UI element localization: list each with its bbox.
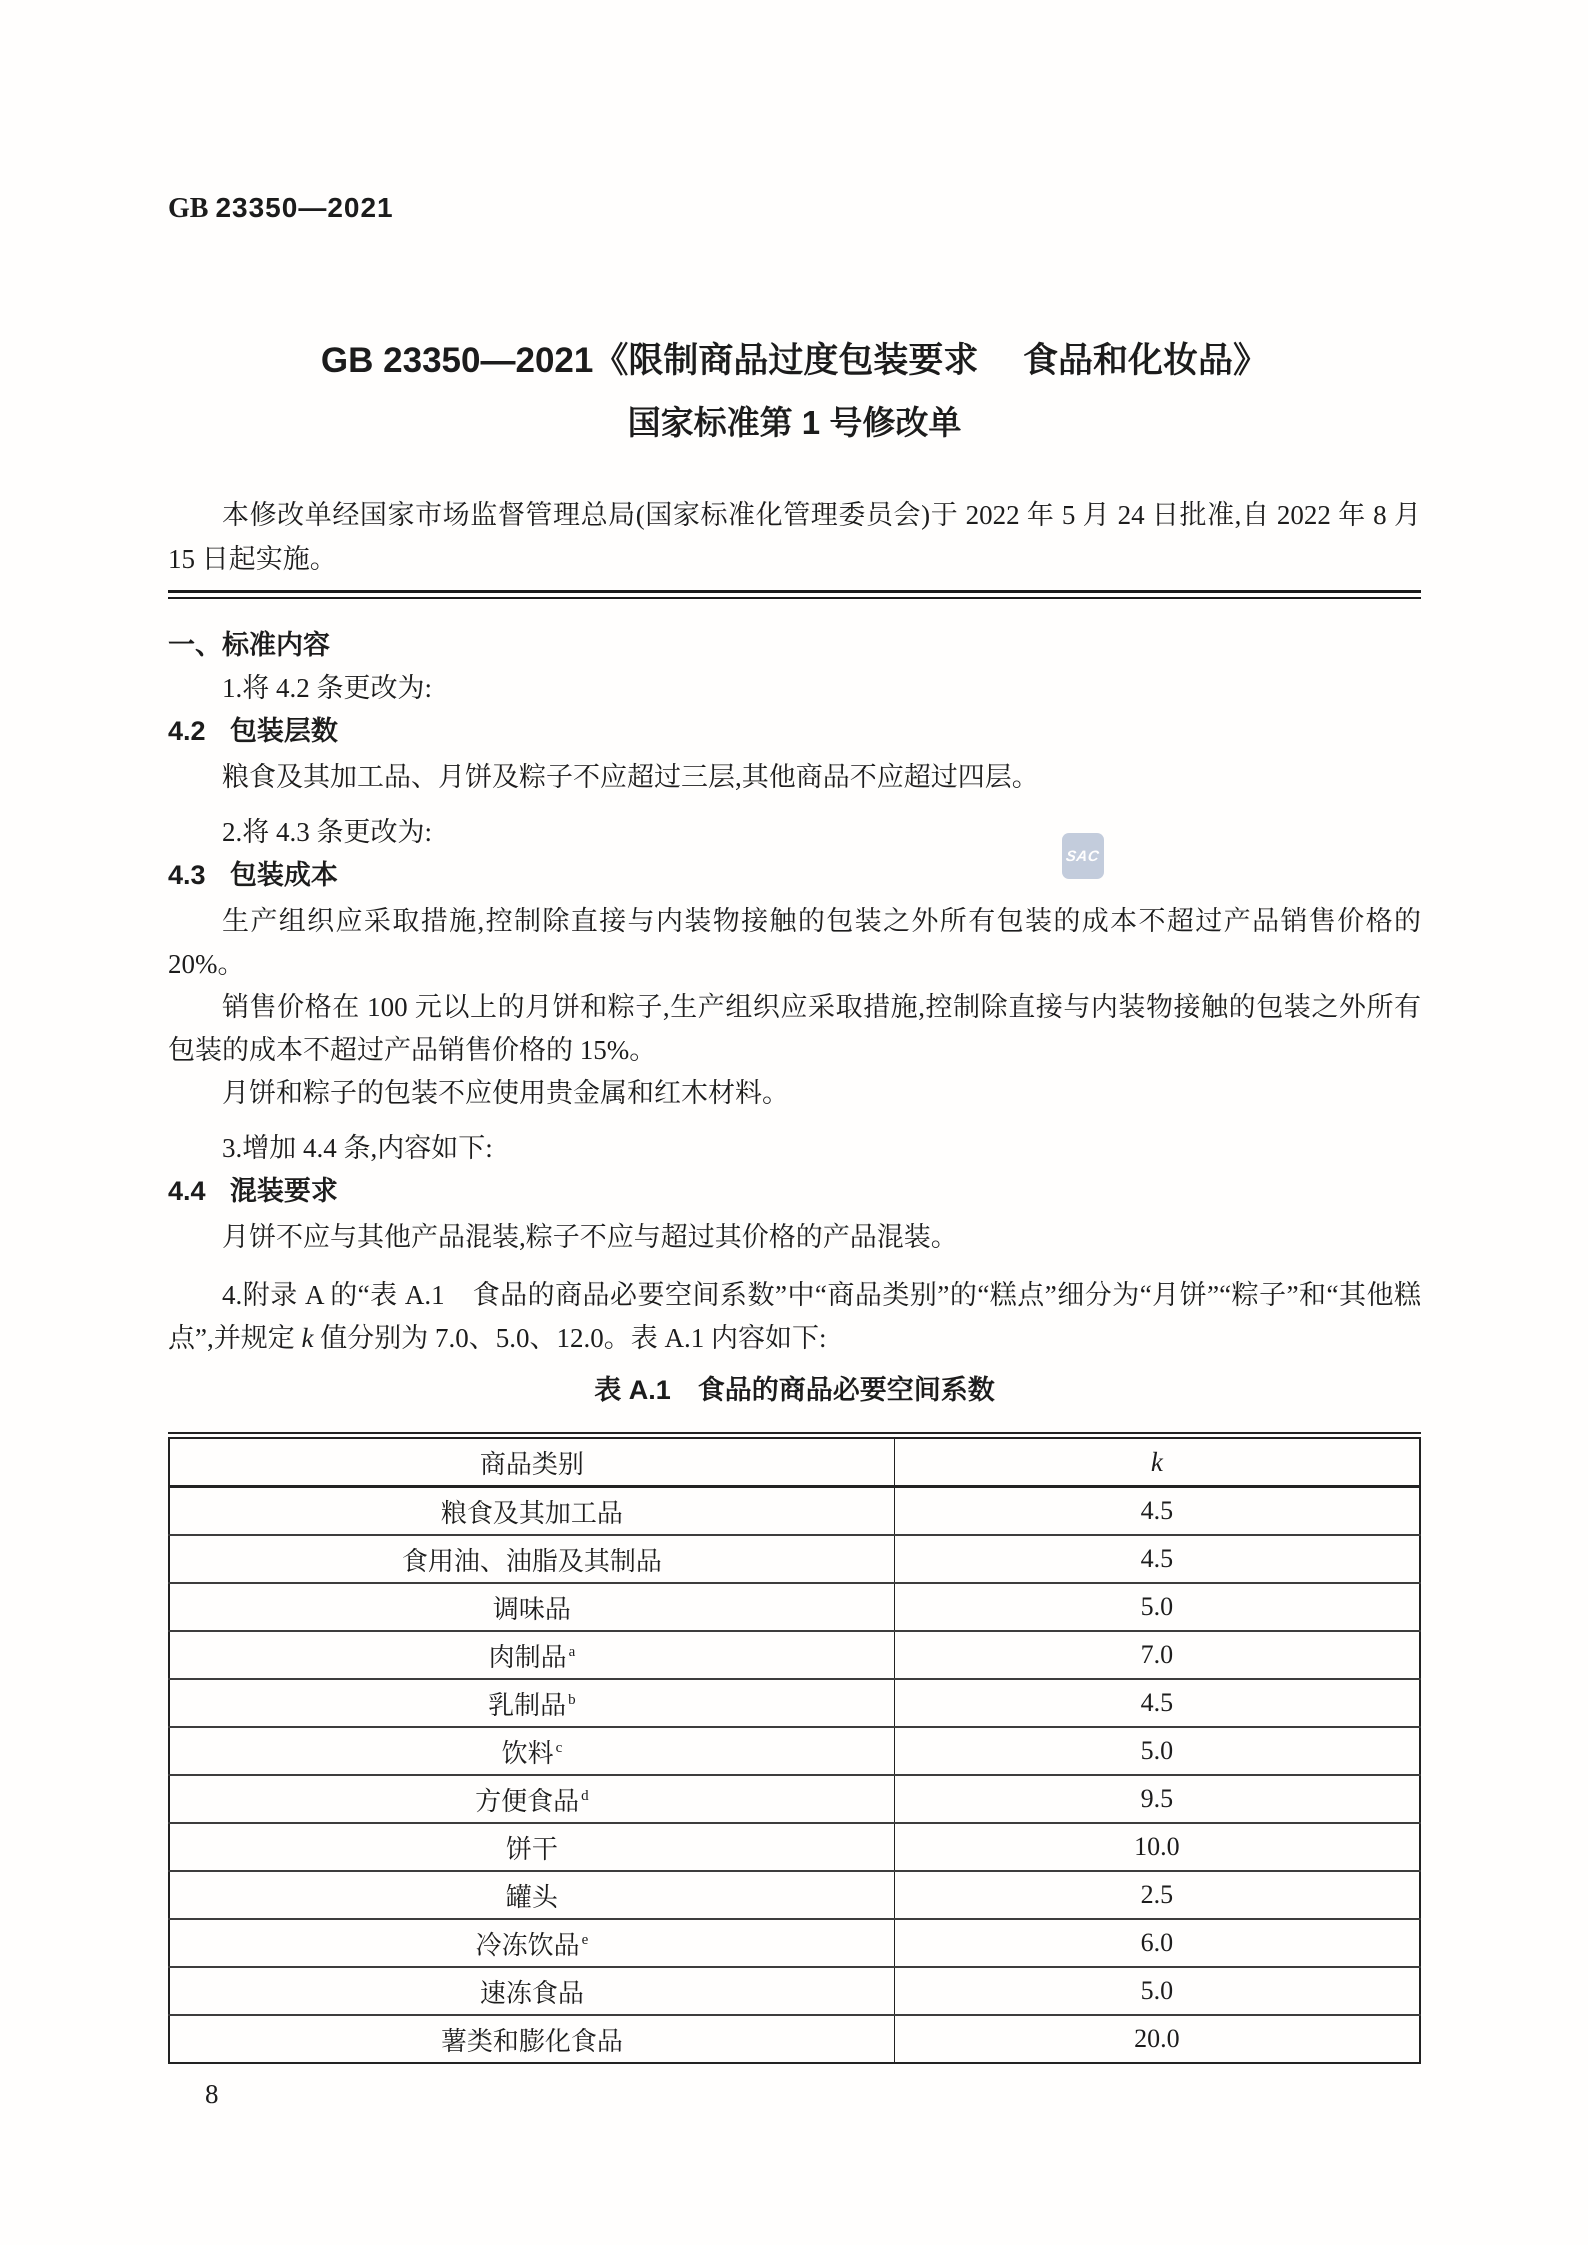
table-row [169, 1679, 1420, 1727]
table-body [169, 1487, 1420, 2064]
k-symbol: k [1150, 1446, 1163, 1477]
clause-4-3-number: 4.3 [168, 860, 206, 890]
footnote-marker: e [581, 1931, 589, 1948]
amendment-item-2: 2.将 4.3 条更改为: [222, 817, 433, 847]
table-row [169, 1727, 1420, 1775]
clause-4-3-heading [168, 858, 1421, 892]
document-title-line2: 国家标准第 1 号修改单 [627, 404, 962, 441]
standard-code-number: 23350—2021 [215, 192, 394, 223]
category-label: 罐头 [505, 1882, 558, 1912]
clause-4-4-heading [168, 1174, 1421, 1208]
k-value-cell: 2.5 [894, 1871, 1420, 1919]
clause-4-2-title: 包装层数 [229, 716, 338, 746]
category-label: 粮食及其加工品 [440, 1498, 623, 1528]
category-cell [169, 2015, 894, 2063]
clause-4-2-number: 4.2 [168, 716, 206, 746]
category-cell [169, 1871, 894, 1919]
table-row [169, 1487, 1420, 1536]
category-cell [169, 1919, 894, 1967]
item-4-text-after-k: 值分别为 7.0、5.0、12.0。表 A.1 内容如下: [313, 1323, 827, 1353]
table-row [169, 1631, 1420, 1679]
category-label: 乳制品 [488, 1690, 567, 1720]
section-heading-standard-content: 一、标准内容 [168, 630, 330, 660]
table-header-row [169, 1438, 1420, 1487]
table-row [169, 2015, 1420, 2063]
clause-4-3-para-1: 生产组织应采取措施,控制除直接与内装物接触的包装之外所有包装的成本不超过产品销售价格的 20%。 [168, 906, 1421, 979]
table-row [169, 1871, 1420, 1919]
k-value-cell: 7.0 [894, 1631, 1420, 1679]
table-row [169, 1919, 1420, 1967]
category-cell [169, 1583, 894, 1631]
category-label: 饮料 [501, 1738, 554, 1768]
amendment-item-3: 3.增加 4.4 条,内容如下: [222, 1133, 493, 1163]
standard-code-header [168, 192, 1421, 225]
footnote-marker: c [555, 1739, 563, 1756]
amendment-item-4 [168, 1274, 1421, 1360]
footnote-marker: b [568, 1691, 576, 1708]
sac-watermark-text: SAC [1065, 847, 1101, 865]
table-row [169, 1535, 1420, 1583]
clause-4-3-title: 包装成本 [229, 860, 338, 890]
k-value-cell: 9.5 [894, 1775, 1420, 1823]
document-content [168, 0, 1421, 2110]
category-label: 速冻食品 [479, 1978, 584, 2008]
table-row [169, 1775, 1420, 1823]
category-label: 调味品 [492, 1594, 571, 1624]
category-label: 饼干 [505, 1834, 558, 1864]
sac-watermark-logo [1062, 833, 1104, 879]
k-value-cell: 4.5 [894, 1535, 1420, 1583]
category-cell [169, 1967, 894, 2015]
horizontal-rule [168, 590, 1421, 599]
table-row [169, 1823, 1420, 1871]
category-cell [169, 1823, 894, 1871]
category-column-header: 商品类别 [169, 1438, 894, 1487]
clause-4-2-heading [168, 714, 1421, 748]
k-value-cell: 10.0 [894, 1823, 1420, 1871]
table-a1-title: 表 A.1 食品的商品必要空间系数 [594, 1375, 995, 1405]
table-row [169, 1967, 1420, 2015]
clause-4-4-body: 月饼不应与其他产品混装,粽子不应与超过其价格的产品混装。 [222, 1222, 958, 1252]
k-value-cell: 4.5 [894, 1487, 1420, 1536]
category-label: 食用油、油脂及其制品 [401, 1546, 662, 1576]
clause-4-4-title: 混装要求 [229, 1176, 338, 1206]
category-cell [169, 1631, 894, 1679]
category-label: 方便食品 [475, 1786, 580, 1816]
k-value-cell: 20.0 [1134, 2024, 1180, 2053]
k-column-header [894, 1438, 1420, 1487]
page-number: 8 [205, 2079, 219, 2109]
category-cell [169, 1775, 894, 1823]
footnote-marker: d [581, 1787, 589, 1804]
k-value-cell: 5.0 [894, 1727, 1420, 1775]
clause-4-3-para-3: 月饼和粽子的包装不应使用贵金属和红木材料。 [222, 1078, 789, 1108]
k-value-cell: 6.0 [894, 1919, 1420, 1967]
standard-code-prefix: GB [168, 193, 209, 224]
category-cell [169, 1487, 894, 1536]
category-label: 冷冻饮品 [475, 1930, 580, 1960]
amendment-item-1: 1.将 4.2 条更改为: [222, 673, 433, 703]
category-cell [169, 1535, 894, 1583]
table-row [169, 1583, 1420, 1631]
approval-statement: 本修改单经国家市场监督管理总局(国家标准化管理委员会)于 2022 年 5 月 24 日批准,自 2022 年 8 月 15 日起实施。 [168, 500, 1421, 574]
category-cell [169, 1727, 894, 1775]
clause-4-3-para-2: 销售价格在 100 元以上的月饼和粽子,生产组织应采取措施,控制除直接与内装物接触的包装之外所有包装的成本不超过产品销售价格的 15%。 [168, 992, 1421, 1065]
document-title-line1: GB 23350—2021《限制商品过度包装要求 食品和化妆品》 [320, 341, 1269, 380]
k-coefficient-symbol: k [301, 1323, 314, 1353]
k-value-cell: 5.0 [894, 1583, 1420, 1631]
category-cell [169, 1679, 894, 1727]
space-coefficient-table [168, 1432, 1421, 2064]
item-4-text-before-k: 4.附录 A 的“表 A.1 食品的商品必要空间系数”中“商品类别”的“糕点”细分为“月饼”“粽子”和“其他糕点”,并规定 [168, 1280, 1421, 1353]
category-label: 肉制品 [488, 1642, 567, 1672]
category-label: 薯类和膨化食品 [440, 2026, 623, 2056]
footnote-marker: a [568, 1643, 576, 1660]
k-value-cell: 4.5 [894, 1679, 1420, 1727]
clause-4-2-body: 粮食及其加工品、月饼及粽子不应超过三层,其他商品不应超过四层。 [222, 762, 1039, 792]
k-value-cell: 5.0 [894, 1967, 1420, 2015]
clause-4-4-number: 4.4 [168, 1176, 206, 1206]
